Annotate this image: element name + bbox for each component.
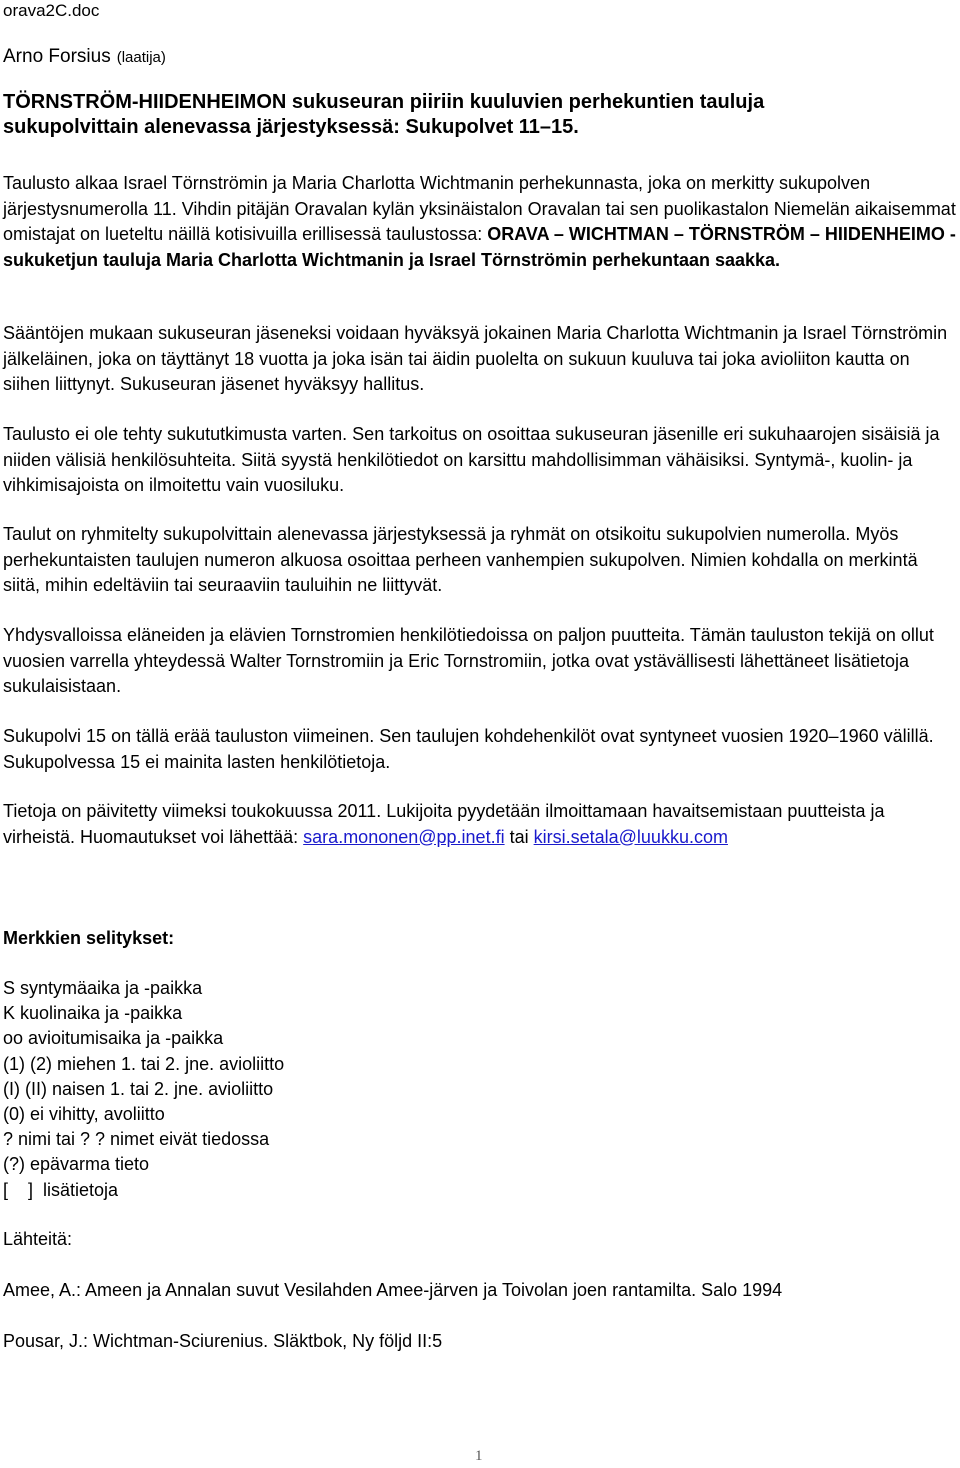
- legend-item: (?) epävarma tieto: [3, 1154, 150, 1175]
- email-link-kirsi[interactable]: kirsi.setala@luukku.com: [533, 826, 728, 847]
- purpose-paragraph: Taulusto ei ole tehty sukututkimusta varten. Sen tarkoitus on osoittaa sukuseuran jäsenille eri sukuhaarojen sisäisiä ja niiden välisiä henkilösuhteita. Siitä syystä henkilötiedot on karsittu mahdollisimman vähäisiksi. Syntymä-, kuolin- ja vihkimisajoista on ilmoitettu vain vuosiluku.: [3, 424, 940, 495]
- title-line-1: TÖRNSTRÖM-HIIDENHEIMON sukuseuran piiriin kuuluvien perhekuntien tauluja: [3, 91, 765, 113]
- email-link-sara[interactable]: sara.mononen@pp.inet.fi: [303, 826, 505, 847]
- title-line-2: sukupolvittain alenevassa järjestyksessä: Sukupolvet 11–15.: [3, 116, 579, 138]
- grouping-paragraph: Taulut on ryhmitelty sukupolvittain alenevassa järjestyksessä ja ryhmät on otsikoitu sukupolvien numerolla. Myös perhekuntaisten taulujen numeron alkuosa osoittaa perheen vanhempien sukupolven. Nimien kohdalla on merkintä siitä, mihin edeltäviin tai seuraaviin tauluihin ne liittyvät.: [3, 524, 918, 595]
- update-or: tai: [509, 826, 529, 847]
- legend-item: [ ] lisätietoja: [3, 1179, 119, 1200]
- legend-item: oo avioitumisaika ja -paikka: [3, 1028, 224, 1049]
- author-name: Arno Forsius: [3, 46, 111, 67]
- page-number: 1: [475, 1448, 483, 1464]
- usa-paragraph: Yhdysvalloissa eläneiden ja elävien Tornstromien henkilötiedoissa on paljon puutteita. Tämän tauluston tekijä on ollut vuosien varrella yhteydessä Walter Tornstromiin ja Eric Tornstromiin, jotka ovat ystävällisesti lähettäneet lisätietoja sukulaisistaan.: [3, 625, 934, 696]
- legend-item: (I) (II) naisen 1. tai 2. jne. avioliitto: [3, 1078, 274, 1099]
- document-title: [3, 90, 764, 140]
- generation-paragraph: Sukupolvi 15 on tällä erää tauluston viimeinen. Sen taulujen kohdehenkilöt ovat syntyneet vuosien 1920–1960 välillä. Sukupolvessa 15 ei mainita lasten henkilötietoja.: [3, 726, 934, 772]
- author-role: (laatija): [116, 49, 166, 66]
- author-line: [3, 44, 166, 71]
- legend-item: S syntymäaika ja -paikka: [3, 978, 203, 998]
- legend-item: (0) ei vihitty, avoliitto: [3, 1104, 165, 1125]
- legend-item: (1) (2) miehen 1. tai 2. jne. avioliitto: [3, 1053, 285, 1074]
- update-text: Tietoja on päivitetty viimeksi toukokuussa 2011. Lukijoita pyydetään ilmoittamaan havaitsemistaan puutteista ja virheistä. Huomautukset voi lähettää:: [3, 801, 885, 847]
- intro-paragraph: [3, 171, 958, 273]
- rules-paragraph: Sääntöjen mukaan sukuseuran jäseneksi voidaan hyväksyä jokainen Maria Charlotta Wichtmanin ja Israel Törnströmin jälkeläinen, joka on täyttänyt 18 vuotta ja joka isän tai äidin puolelta on sukuun kuuluva tai joka avioliiton kautta on siihen liittynyt. Sukuseuran jäsenet hyväksyy hallitus.: [3, 323, 948, 394]
- intro-bold-text: ORAVA – WICHTMAN – TÖRNSTRÖM – HIIDENHEIMO -sukuketjun tauluja Maria Charlotta Wichtmanin ja Israel Törnströmin perhekuntaan saakka.: [3, 224, 956, 270]
- legend-list: [3, 976, 284, 1203]
- sources-heading: Lähteitä:: [3, 1229, 73, 1249]
- legend-item: K kuolinaika ja -paikka: [3, 1003, 183, 1024]
- source-reference: Pousar, J.: Wichtman-Sciurenius. Släktbok, Ny följd II:5: [3, 1331, 443, 1351]
- legend-item: ? nimi tai ? ? nimet eivät tiedossa: [3, 1129, 270, 1150]
- update-paragraph: [3, 799, 958, 850]
- source-reference: Amee, A.: Ameen ja Annalan suvut Vesilahden Amee-järven ja Toivolan joen rantamilta. Salo 1994: [3, 1280, 783, 1300]
- intro-text: Taulusto alkaa Israel Törnströmin ja Maria Charlotta Wichtmanin perhekunnasta, joka on merkitty sukupolven järjestysnumerolla 11. Vihdin pitäjän Oravalan kylän yksinäistalon Oravalan tai sen puolikastalon Niemelän aikaisemmat omistajat on lueteltu näillä kotisivuilla erillisessä taulustossa:: [3, 173, 956, 244]
- legend-heading: Merkkien selitykset:: [3, 928, 175, 948]
- document-filename: orava2C.doc: [3, 1, 100, 20]
